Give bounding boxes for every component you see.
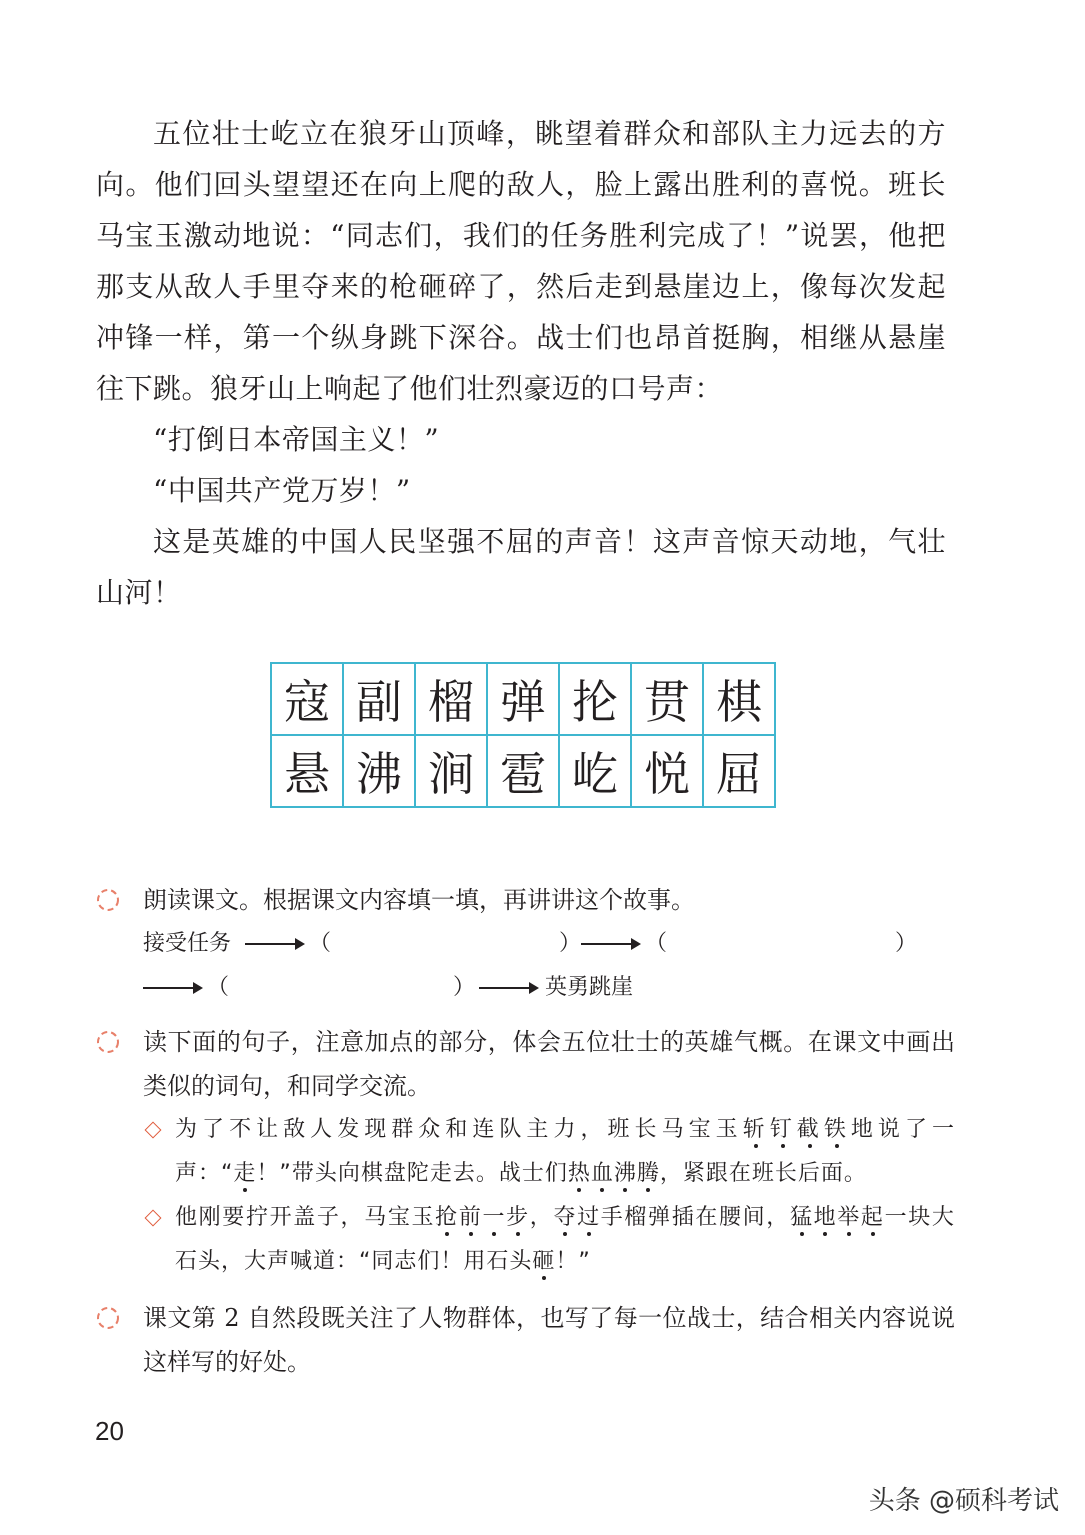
close-paren: ）	[559, 931, 582, 956]
story-paragraph-1: 五位壮士屹立在狼牙山顶峰，眺望着群众和部队主力远去的方向。他们回头望望还在向上爬的敌人，脸上露出胜利的喜悦。班长马宝玉激动地说：“同志们，我们的任务胜利完成了！”说罢，他把那支从敌人手里夺来的枪砸碎了，然后走到悬崖边上，像每次发起冲锋一样，第一个纵身跳下深谷。战士们也昂首挺胸，相继从悬崖往下跳。狼牙山上响起了他们壮烈豪迈的口号声：	[96, 117, 946, 405]
character-cell: 棋	[703, 663, 775, 735]
sentence-text: ，紧跟在班长后面。	[659, 1161, 867, 1186]
arrow-icon	[581, 922, 641, 966]
arrow-icon	[143, 966, 203, 1010]
character-cell: 弹	[487, 663, 559, 735]
sentence-text: ，	[529, 1205, 554, 1230]
sentence-text: 为了不让敌人发现群众和连队主力，班长马宝玉	[175, 1117, 743, 1142]
arrow-icon	[479, 966, 539, 1010]
dotted-char: 血	[590, 1161, 614, 1186]
dotted-char: 一	[482, 1205, 507, 1230]
story-paragraph-3: “中国共产党万岁！”	[153, 474, 411, 507]
diamond-bullet-icon	[145, 1210, 162, 1227]
exercise-2	[95, 1020, 955, 1284]
close-paren: ）	[895, 931, 918, 956]
character-cell: 沸	[343, 735, 415, 807]
character-cell: 副	[343, 663, 415, 735]
dotted-char: 腾	[636, 1161, 660, 1186]
story-paragraph-4: 这是英雄的中国人民坚强不屈的声音！这声音惊天动地，气壮山河！	[96, 525, 946, 609]
character-cell: 抡	[559, 663, 631, 735]
sentence-text: ！”	[555, 1249, 591, 1274]
exercise-2-sentences	[95, 1108, 955, 1284]
character-cell: 悬	[271, 735, 343, 807]
diamond-bullet-icon	[145, 1122, 162, 1139]
open-paren: （	[645, 931, 668, 956]
character-cell: 悦	[631, 735, 703, 807]
exercise-2-text: 读下面的句子，注意加点的部分，体会五位壮士的英雄气概。在课文中画出类似的词句，和同学交流。	[143, 1028, 955, 1100]
dotted-char: 前	[458, 1205, 483, 1230]
exercise-2-prompt	[95, 1020, 955, 1108]
dotted-char: 抢	[435, 1205, 459, 1230]
character-cell: 屈	[703, 735, 775, 807]
character-cell: 贯	[631, 663, 703, 735]
character-cell: 雹	[487, 735, 559, 807]
dotted-char: 沸	[613, 1161, 637, 1186]
exercise-1-prompt	[95, 878, 955, 922]
dotted-char: 热	[567, 1161, 591, 1186]
new-characters-grid	[270, 662, 776, 808]
example-sentence-2	[143, 1196, 955, 1284]
exercise-1	[95, 878, 955, 1010]
sentence-text: 他刚要拧开盖子，马宝玉	[175, 1205, 436, 1230]
dotted-char: 举	[837, 1205, 861, 1230]
sentence-text: ！”带头向棋盘陀走去。战士们	[256, 1161, 568, 1186]
open-paren: （	[207, 975, 230, 1000]
dotted-char: 地	[813, 1205, 838, 1230]
sentence-text: 一块大石头，大声喊道：“同志们！用石头	[175, 1205, 955, 1274]
close-paren: ）	[453, 975, 476, 1000]
story-text	[96, 108, 946, 618]
dashed-circle-icon	[95, 887, 121, 913]
dotted-char: 钉	[769, 1117, 797, 1142]
watermark: 头条 @硕科考试	[868, 1486, 1059, 1516]
dotted-char: 砸	[532, 1249, 556, 1274]
exercise-3-text: 课文第 2 自然段既关注了人物群体，也写了每一位战士，结合相关内容说说这样写的好处。	[143, 1304, 955, 1376]
dotted-char: 过	[577, 1205, 601, 1230]
exercise-1-flow	[95, 922, 955, 1010]
dotted-char: 步	[506, 1205, 530, 1230]
open-paren: （	[309, 931, 332, 956]
dotted-char: 起	[860, 1205, 885, 1230]
exercise-1-text: 朗读课文。根据课文内容填一填，再讲讲这个故事。	[143, 886, 695, 914]
character-cell: 寇	[271, 663, 343, 735]
characters-row-2	[271, 735, 775, 807]
flow-line-2	[143, 966, 955, 1010]
dashed-circle-icon	[95, 1029, 121, 1055]
dotted-char: 猛	[789, 1205, 814, 1230]
dotted-char: 夺	[553, 1205, 578, 1230]
exercise-3-prompt	[95, 1296, 955, 1384]
exercise-3	[95, 1296, 955, 1384]
dotted-char: 铁	[823, 1117, 851, 1142]
dashed-circle-icon	[95, 1305, 121, 1331]
sentence-text: 地说了一声：“	[175, 1117, 955, 1186]
sentence-text: 手榴弹插在腰间，	[600, 1205, 790, 1230]
page-number: 20	[95, 1416, 124, 1446]
flow-line-1	[143, 922, 955, 966]
character-cell: 榴	[415, 663, 487, 735]
example-sentence-1	[143, 1108, 955, 1196]
dotted-char: 斩	[742, 1117, 770, 1142]
flow-start: 接受任务	[143, 931, 232, 956]
arrow-icon	[245, 922, 305, 966]
dotted-char: 截	[796, 1117, 824, 1142]
dotted-char: 走	[233, 1161, 257, 1186]
flow-end: 英勇跳崖	[545, 975, 634, 1000]
story-paragraph-2: “打倒日本帝国主义！”	[153, 423, 440, 456]
character-cell: 涧	[415, 735, 487, 807]
characters-row-1	[271, 663, 775, 735]
character-cell: 屹	[559, 735, 631, 807]
